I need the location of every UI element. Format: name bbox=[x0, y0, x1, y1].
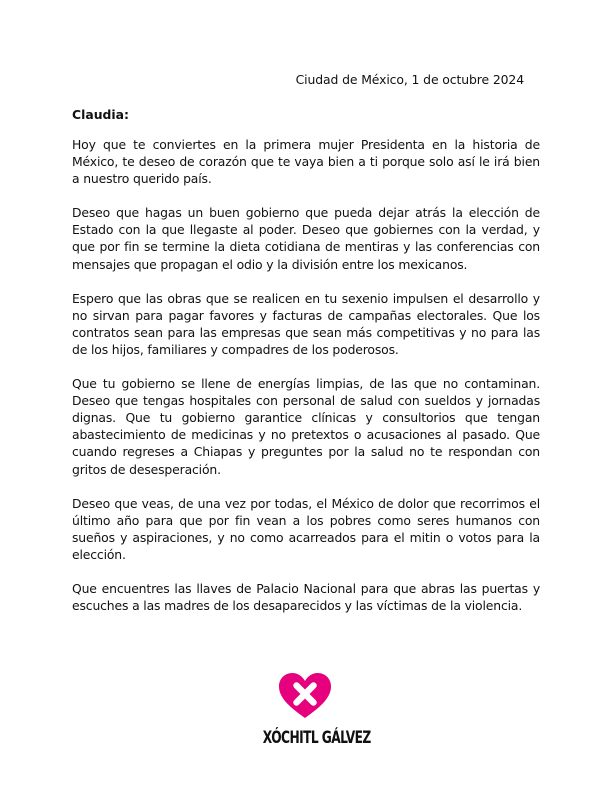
paragraph-5: Deseo que veas, de una vez por todas, el México de dolor que recorrimos el último año para que por fin vean a los pobres como seres humanos con sueños y aspiraciones, y no como acarreados para el mitin o votos para la elección. bbox=[72, 495, 540, 562]
paragraph-1: Hoy que te conviertes en la primera mujer Presidenta en la historia de México, te deseo de corazón que te vaya bien a ti porque solo así le irá bien a nuestro querido país. bbox=[72, 137, 540, 187]
signature-logo bbox=[246, 672, 371, 752]
paragraph-6: Que encuentres las llaves de Palacio Nacional para que abras las puertas y escuches a las madres de los desaparecidos y las víctimas de la violencia. bbox=[72, 580, 540, 614]
paragraph-3: Espero que las obras que se realicen en tu sexenio impulsen el desarrollo y no sirvan para pagar favores y facturas de campañas electorales. Que los contratos sean para las empresas que sean más competitivas y no para las de los hijos, familiares y compadres de los poderosos. bbox=[72, 290, 540, 357]
paragraph-2: Deseo que hagas un buen gobierno que pueda dejar atrás la elección de Estado con la que llegaste al poder. Deseo que gobiernes con la verdad, y que por fin se termine la dieta cotidiana de mentiras y las conferencias con mensajes que propagan el odio y la división entre los mexicanos. bbox=[72, 205, 540, 272]
signature-name: XÓCHITL GÁLVEZ bbox=[262, 728, 371, 748]
letter-body bbox=[72, 136, 540, 631]
salutation: Claudia: bbox=[72, 107, 129, 122]
heart-x-icon bbox=[278, 672, 332, 720]
paragraph-4: Que tu gobierno se llene de energías limpias, de las que no contaminan. Deseo que tengas hospitales con personal de salud con sueldos y jornadas dignas. Que tu gobierno garantice clínicas y consultorios que tengan abastecimiento de medicinas y no pretextos o acusaciones al pasado. Que cuando regreses a Chiapas y preguntes por la salud no te respondan con gritos de desesperación. bbox=[72, 376, 540, 477]
dateline: Ciudad de México, 1 de octubre 2024 bbox=[295, 72, 524, 87]
